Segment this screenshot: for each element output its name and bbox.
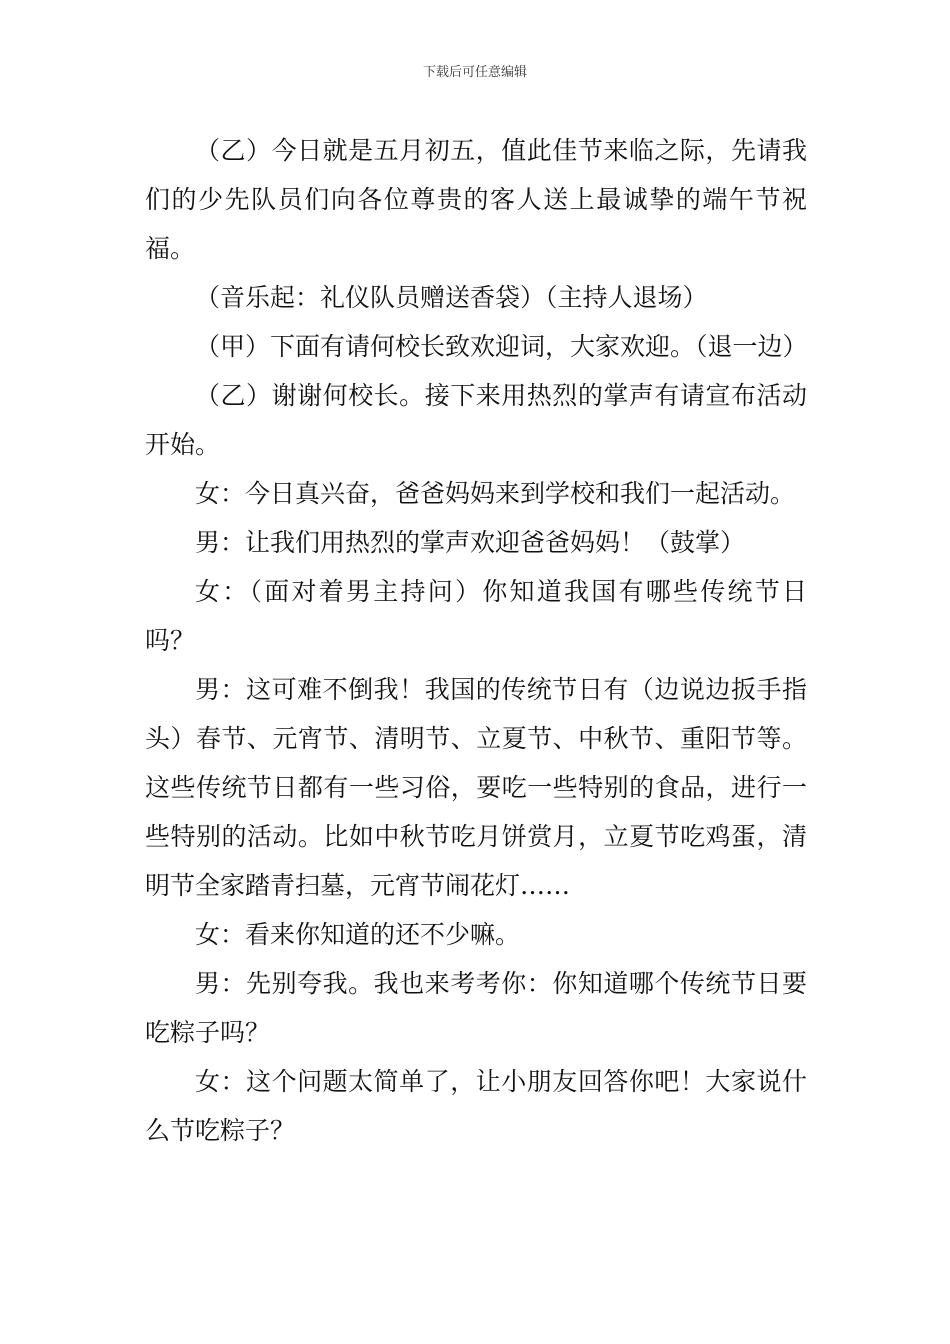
paragraph: （甲）下面有请何校长致欢迎词，大家欢迎。（退一边） [195, 332, 808, 361]
paragraph: 男：让我们用热烈的掌声欢迎爸爸妈妈！（鼓掌） [195, 528, 746, 557]
paragraph: （乙）今日就是五月初五，值此佳节来临之际，先请我们的少先队员们向各位尊贵的客人送上最诚挚的端午节祝福。 [145, 136, 807, 263]
paragraph: 女：看来你知道的还不少嘛。 [195, 920, 521, 949]
paragraph: 男：这可难不倒我！我国的传统节日有（边说边扳手指头）春节、元宵节、清明节、立夏节、中秋节、重阳节等。这些传统节日都有一些习俗，要吃一些特别的食品，进行一些特别的活动。比如中秋节吃月饼赏月，立夏节吃鸡蛋，清明节全家踏青扫墓，元宵节闹花灯…… [145, 675, 807, 900]
paragraph: （乙）谢谢何校长。接下来用热烈的掌声有请宣布活动开始。 [145, 381, 807, 459]
document-body [145, 126, 807, 1155]
paragraph: 女：今日真兴奋，爸爸妈妈来到学校和我们一起活动。 [195, 479, 796, 508]
paragraph: 女：（面对着男主持问）你知道我国有哪些传统节日吗？ [145, 577, 807, 655]
page-header: 下载后可任意编辑 [422, 65, 527, 80]
paragraph: （音乐起：礼仪队员赠送香袋）（主持人退场） [195, 283, 708, 312]
paragraph: 女：这个问题太简单了，让小朋友回答你吧！大家说什么节吃粽子？ [145, 1067, 807, 1145]
paragraph: 男：先别夸我。我也来考考你：你知道哪个传统节日要吃粽子吗？ [145, 969, 807, 1047]
